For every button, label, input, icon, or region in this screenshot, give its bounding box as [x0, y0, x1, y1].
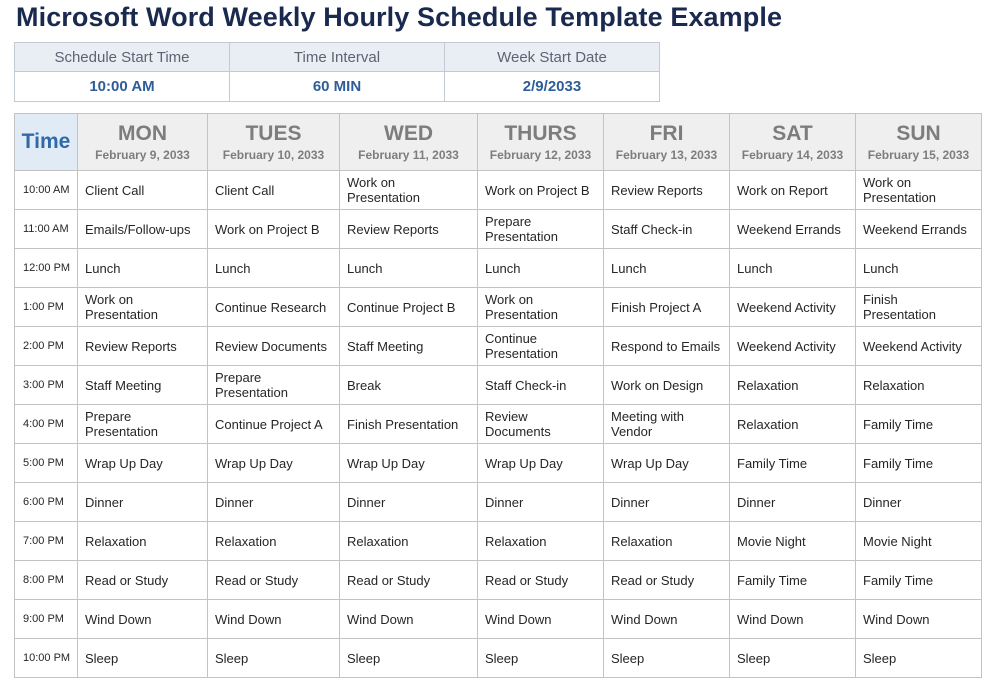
day-header-mon	[78, 114, 208, 171]
schedule-cell-thurs[interactable]: Wind Down	[478, 600, 604, 639]
schedule-cell-fri[interactable]: Sleep	[604, 639, 730, 678]
day-header-wed	[340, 114, 478, 171]
schedule-cell-sat[interactable]: Movie Night	[730, 522, 856, 561]
day-date: February 12, 2033	[489, 148, 592, 162]
schedule-cell-thurs[interactable]: Sleep	[478, 639, 604, 678]
day-date: February 10, 2033	[222, 148, 325, 162]
time-slot-label: 8:00 PM	[15, 561, 78, 600]
schedule-cell-tues[interactable]: Wrap Up Day	[208, 444, 340, 483]
table-row	[15, 600, 982, 639]
schedule-cell-thurs[interactable]: Continue Presentation	[478, 327, 604, 366]
schedule-cell-thurs[interactable]: Review Documents	[478, 405, 604, 444]
schedule-cell-mon[interactable]: Client Call	[78, 171, 208, 210]
table-row	[15, 288, 982, 327]
time-slot-label: 12:00 PM	[15, 249, 78, 288]
schedule-cell-wed[interactable]: Relaxation	[340, 522, 478, 561]
day-date: February 15, 2033	[867, 148, 970, 162]
schedule-cell-sun[interactable]: Wind Down	[856, 600, 982, 639]
schedule-cell-mon[interactable]: Emails/Follow-ups	[78, 210, 208, 249]
day-date: February 14, 2033	[741, 148, 844, 162]
schedule-cell-tues[interactable]: Read or Study	[208, 561, 340, 600]
schedule-body	[15, 171, 982, 678]
schedule-cell-fri[interactable]: Wrap Up Day	[604, 444, 730, 483]
schedule-cell-tues[interactable]: Continue Project A	[208, 405, 340, 444]
schedule-cell-tues[interactable]: Dinner	[208, 483, 340, 522]
schedule-cell-sun[interactable]: Work on Presentation	[856, 171, 982, 210]
schedule-cell-thurs[interactable]: Read or Study	[478, 561, 604, 600]
schedule-cell-fri[interactable]: Staff Check-in	[604, 210, 730, 249]
schedule-cell-sun[interactable]: Relaxation	[856, 366, 982, 405]
schedule-cell-sun[interactable]: Family Time	[856, 444, 982, 483]
week-start-value[interactable]: 2/9/2033	[445, 72, 660, 102]
page-title: Microsoft Word Weekly Hourly Schedule Template Example	[16, 2, 783, 32]
schedule-cell-sun[interactable]: Dinner	[856, 483, 982, 522]
schedule-cell-sat[interactable]: Work on Report	[730, 171, 856, 210]
schedule-cell-tues[interactable]: Continue Research	[208, 288, 340, 327]
start-time-value[interactable]: 10:00 AM	[15, 72, 230, 102]
schedule-cell-sat[interactable]: Family Time	[730, 561, 856, 600]
schedule-cell-tues[interactable]: Sleep	[208, 639, 340, 678]
schedule-cell-sun[interactable]: Family Time	[856, 405, 982, 444]
day-name: WED	[384, 122, 433, 145]
schedule-cell-sat[interactable]: Wind Down	[730, 600, 856, 639]
schedule-cell-thurs[interactable]: Wrap Up Day	[478, 444, 604, 483]
schedule-cell-tues[interactable]: Wind Down	[208, 600, 340, 639]
schedule-cell-mon[interactable]: Sleep	[78, 639, 208, 678]
settings-value-row	[15, 72, 660, 102]
time-interval-header: Time Interval	[230, 43, 445, 72]
schedule-cell-sun[interactable]: Finish Presentation	[856, 288, 982, 327]
schedule-cell-sat[interactable]: Weekend Errands	[730, 210, 856, 249]
schedule-cell-thurs[interactable]: Staff Check-in	[478, 366, 604, 405]
time-slot-label: 3:00 PM	[15, 366, 78, 405]
schedule-cell-tues[interactable]: Client Call	[208, 171, 340, 210]
table-row	[15, 639, 982, 678]
day-header-fri	[604, 114, 730, 171]
table-row	[15, 405, 982, 444]
schedule-cell-mon[interactable]: Dinner	[78, 483, 208, 522]
day-header-tues	[208, 114, 340, 171]
schedule-cell-wed[interactable]: Continue Project B	[340, 288, 478, 327]
schedule-cell-fri[interactable]: Dinner	[604, 483, 730, 522]
schedule-cell-mon[interactable]: Lunch	[78, 249, 208, 288]
time-slot-label: 4:00 PM	[15, 405, 78, 444]
schedule-cell-fri[interactable]: Wind Down	[604, 600, 730, 639]
start-time-header: Schedule Start Time	[15, 43, 230, 72]
schedule-cell-tues[interactable]: Prepare Presentation	[208, 366, 340, 405]
schedule-cell-wed[interactable]: Lunch	[340, 249, 478, 288]
schedule-cell-thurs[interactable]: Work on Project B	[478, 171, 604, 210]
table-row	[15, 561, 982, 600]
schedule-cell-mon[interactable]: Prepare Presentation	[78, 405, 208, 444]
schedule-cell-tues[interactable]: Review Documents	[208, 327, 340, 366]
time-column-header: Time	[15, 114, 78, 171]
schedule-cell-sat[interactable]: Relaxation	[730, 405, 856, 444]
schedule-cell-fri[interactable]: Review Reports	[604, 171, 730, 210]
day-name: MON	[118, 122, 167, 145]
table-row	[15, 327, 982, 366]
day-date: February 11, 2033	[358, 148, 459, 162]
time-slot-label: 10:00 PM	[15, 639, 78, 678]
settings-header-row	[15, 43, 660, 72]
time-slot-label: 9:00 PM	[15, 600, 78, 639]
schedule-cell-thurs[interactable]: Relaxation	[478, 522, 604, 561]
schedule-cell-wed[interactable]: Review Reports	[340, 210, 478, 249]
schedule-cell-mon[interactable]: Wind Down	[78, 600, 208, 639]
schedule-settings-table	[14, 42, 660, 102]
schedule-cell-sat[interactable]: Weekend Activity	[730, 327, 856, 366]
schedule-cell-sun[interactable]: Lunch	[856, 249, 982, 288]
schedule-cell-sat[interactable]: Relaxation	[730, 366, 856, 405]
schedule-cell-thurs[interactable]: Prepare Presentation	[478, 210, 604, 249]
schedule-cell-sun[interactable]: Family Time	[856, 561, 982, 600]
schedule-cell-mon[interactable]: Relaxation	[78, 522, 208, 561]
schedule-cell-wed[interactable]: Break	[340, 366, 478, 405]
schedule-cell-thurs[interactable]: Work on Presentation	[478, 288, 604, 327]
day-name: SAT	[772, 122, 813, 145]
schedule-cell-wed[interactable]: Wind Down	[340, 600, 478, 639]
time-slot-label: 1:00 PM	[15, 288, 78, 327]
weekly-schedule-table	[14, 113, 982, 678]
day-name: THURS	[504, 122, 577, 145]
schedule-cell-wed[interactable]: Read or Study	[340, 561, 478, 600]
table-row	[15, 210, 982, 249]
table-row	[15, 366, 982, 405]
schedule-cell-tues[interactable]: Work on Project B	[208, 210, 340, 249]
time-slot-label: 5:00 PM	[15, 444, 78, 483]
week-start-header: Week Start Date	[445, 43, 660, 72]
schedule-cell-fri[interactable]: Meeting with Vendor	[604, 405, 730, 444]
schedule-cell-fri[interactable]: Lunch	[604, 249, 730, 288]
schedule-cell-sat[interactable]: Family Time	[730, 444, 856, 483]
time-slot-label: 7:00 PM	[15, 522, 78, 561]
schedule-cell-wed[interactable]: Finish Presentation	[340, 405, 478, 444]
schedule-cell-thurs[interactable]: Lunch	[478, 249, 604, 288]
time-slot-label: 10:00 AM	[15, 171, 78, 210]
schedule-cell-sun[interactable]: Weekend Errands	[856, 210, 982, 249]
schedule-cell-wed[interactable]: Sleep	[340, 639, 478, 678]
day-name: FRI	[649, 122, 684, 145]
day-name: TUES	[245, 122, 302, 145]
schedule-cell-mon[interactable]: Review Reports	[78, 327, 208, 366]
schedule-cell-wed[interactable]: Work on Presentation	[340, 171, 478, 210]
schedule-cell-mon[interactable]: Read or Study	[78, 561, 208, 600]
time-slot-label: 2:00 PM	[15, 327, 78, 366]
table-row	[15, 444, 982, 483]
time-slot-label: 11:00 AM	[15, 210, 78, 249]
schedule-cell-mon[interactable]: Work on Presentation	[78, 288, 208, 327]
day-date: February 9, 2033	[95, 148, 190, 162]
table-row	[15, 483, 982, 522]
table-row	[15, 171, 982, 210]
schedule-cell-fri[interactable]: Respond to Emails	[604, 327, 730, 366]
schedule-cell-fri[interactable]: Read or Study	[604, 561, 730, 600]
time-slot-label: 6:00 PM	[15, 483, 78, 522]
time-interval-value[interactable]: 60 MIN	[230, 72, 445, 102]
table-row	[15, 249, 982, 288]
day-name: SUN	[896, 122, 941, 145]
schedule-cell-fri[interactable]: Relaxation	[604, 522, 730, 561]
schedule-cell-wed[interactable]: Wrap Up Day	[340, 444, 478, 483]
schedule-cell-mon[interactable]: Staff Meeting	[78, 366, 208, 405]
schedule-cell-tues[interactable]: Lunch	[208, 249, 340, 288]
day-header-sat	[730, 114, 856, 171]
schedule-cell-sat[interactable]: Sleep	[730, 639, 856, 678]
schedule-cell-thurs[interactable]: Dinner	[478, 483, 604, 522]
day-header-thurs	[478, 114, 604, 171]
schedule-cell-fri[interactable]: Work on Design	[604, 366, 730, 405]
day-header-sun	[856, 114, 982, 171]
schedule-cell-sun[interactable]: Sleep	[856, 639, 982, 678]
schedule-cell-sun[interactable]: Movie Night	[856, 522, 982, 561]
schedule-cell-tues[interactable]: Relaxation	[208, 522, 340, 561]
schedule-cell-wed[interactable]: Dinner	[340, 483, 478, 522]
schedule-cell-sat[interactable]: Dinner	[730, 483, 856, 522]
day-header-row	[15, 114, 982, 171]
schedule-cell-wed[interactable]: Staff Meeting	[340, 327, 478, 366]
schedule-cell-sun[interactable]: Weekend Activity	[856, 327, 982, 366]
day-date: February 13, 2033	[615, 148, 718, 162]
schedule-cell-fri[interactable]: Finish Project A	[604, 288, 730, 327]
schedule-cell-sat[interactable]: Weekend Activity	[730, 288, 856, 327]
schedule-cell-sat[interactable]: Lunch	[730, 249, 856, 288]
schedule-cell-mon[interactable]: Wrap Up Day	[78, 444, 208, 483]
table-row	[15, 522, 982, 561]
